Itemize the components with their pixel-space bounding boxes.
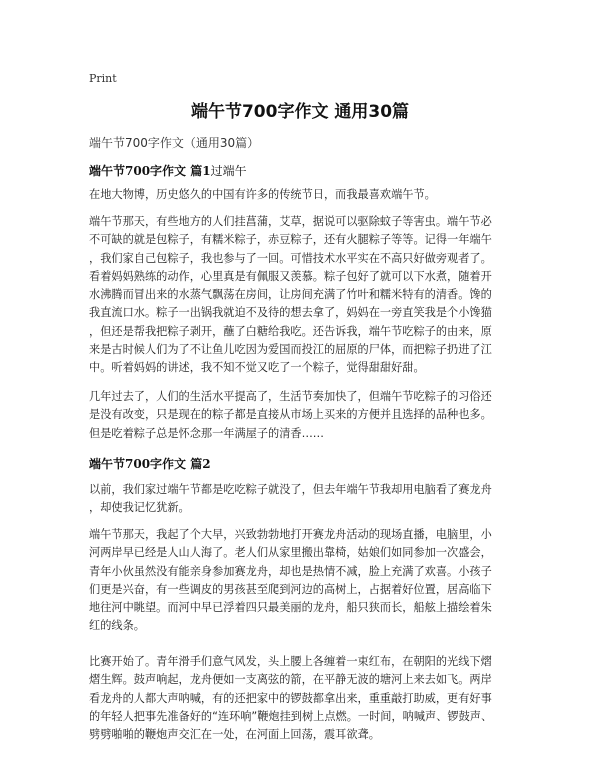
paragraph-2-1	[89, 481, 519, 518]
section-heading-1-label: 端午节700字作文 篇1	[89, 164, 211, 178]
paragraph-2-3	[89, 653, 519, 744]
text-line: 几年过去了，人们的生活水平提高了，生活节奏加快了，但端午节吃粽子的习俗还	[89, 390, 492, 403]
text-line: 青年小伙虽然没有能亲身参加赛龙舟，却也是热情不减，脸上充满了欢喜。小孩子	[89, 564, 492, 578]
text-line: 水沸腾而冒出来的水蒸气飘荡在房间，让房间充满了竹叶和糯米特有的清香。馋的	[89, 288, 492, 302]
page-title: 端午节700字作文 通用30篇	[190, 102, 410, 122]
text-line: 红的线条。	[89, 619, 145, 633]
text-line: 比赛开始了。青年滑手们意气风发，头上腰上各缠着一束红布，在朝阳的光线下熠	[89, 655, 492, 668]
text-line: 不可缺的就是包粽子，有糯米粽子，赤豆粽子，还有火腿粽子等等。记得一年端午	[89, 233, 492, 247]
text-line: 来是古时候人们为了不让鱼儿吃因为爱国而投江的屈原的尸体，而把粽子扔进了江	[89, 343, 492, 357]
section-heading-2	[89, 455, 211, 472]
text-line: 的年轻人把事先准备好的“连环响”鞭炮挂到树上点燃。一时间，呐喊声、锣鼓声、	[89, 709, 493, 723]
section-heading-1	[89, 162, 247, 179]
text-line: ，但还是帮我把粽子剥开，蘸了白糖给我吃。还告诉我，端午节吃粽子的由来，原	[89, 324, 492, 338]
text-line: 们更是兴奋，有一些调皮的男孩甚至爬到河边的高树上，占据着好位置，居高临下	[89, 582, 492, 596]
text-line: 中。听着妈妈的讲述，我不知不觉又吃了一个粽子，觉得甜甜好甜。	[89, 361, 425, 375]
text-line: 河两岸早已经是人山人海了。老人们从家里搬出靠椅，姑娘们如同参加一次盛会，	[89, 546, 492, 560]
paragraph-1-3	[89, 388, 519, 443]
paragraph-2-2	[89, 526, 519, 636]
text-line: 在地大物博，历史悠久的中国有许多的传统节日，而我最喜欢端午节。	[89, 188, 436, 201]
page-subtitle: 端午节700字作文（通用30篇）	[89, 136, 260, 150]
paragraph-1-2	[89, 213, 519, 378]
section-heading-1-tail: 过端午	[210, 164, 247, 178]
paragraph-1-1	[89, 186, 519, 204]
text-line: ，却使我记忆犹新。	[89, 501, 190, 515]
print-link[interactable]: Print	[89, 72, 117, 85]
text-line: 看着妈妈熟练的动作，心里真是有佩服又羡慕。粽子包好了就可以下水煮，随着开	[89, 269, 492, 283]
text-line: 地往河中眺望。而河中早已浮着四只最美丽的龙舟，船只狭而长，船舷上描绘着朱	[89, 601, 492, 615]
text-line: 看龙舟的人都大声呐喊，有的还把家中的锣鼓都拿出来，重重敲打助威，更有好事	[89, 691, 492, 705]
text-line: 端午节那天，有些地方的人们挂菖蒲，艾草，据说可以驱除蚊子等害虫。端午节必	[89, 215, 492, 228]
text-line: 我直流口水。粽子一出锅我就迫不及待的想去拿了，妈妈在一旁直笑我是个小馋猫	[89, 306, 492, 320]
text-line: 以前，我们家过端午节都是吃吃粽子就没了，但去年端午节我却用电脑看了赛龙舟	[89, 483, 492, 496]
text-line: 端午节那天，我起了个大早，兴致勃勃地打开赛龙舟活动的现场直播，电脑里，小	[89, 528, 492, 541]
section-heading-2-label: 端午节700字作文 篇2	[89, 457, 211, 471]
text-line: 熠生辉。鼓声响起，龙舟便如一支离弦的箭，在平静无波的塘河上来去如飞。两岸	[89, 673, 492, 687]
text-line: 但是吃着粽子总是怀念那一年满屋子的清香……	[89, 426, 324, 440]
text-line: 是没有改变，只是现在的粽子都是直接从市场上买来的方便并且选择的品种也多。	[89, 408, 492, 422]
text-line: 劈劈啪啪的鞭炮声交汇在一处，在河面上回荡，震耳欲聋。	[89, 728, 380, 742]
text-line: ，我们家自己包粽子，我也参与了一回。可惜技术水平实在不高只好做旁观者了。	[89, 251, 492, 265]
